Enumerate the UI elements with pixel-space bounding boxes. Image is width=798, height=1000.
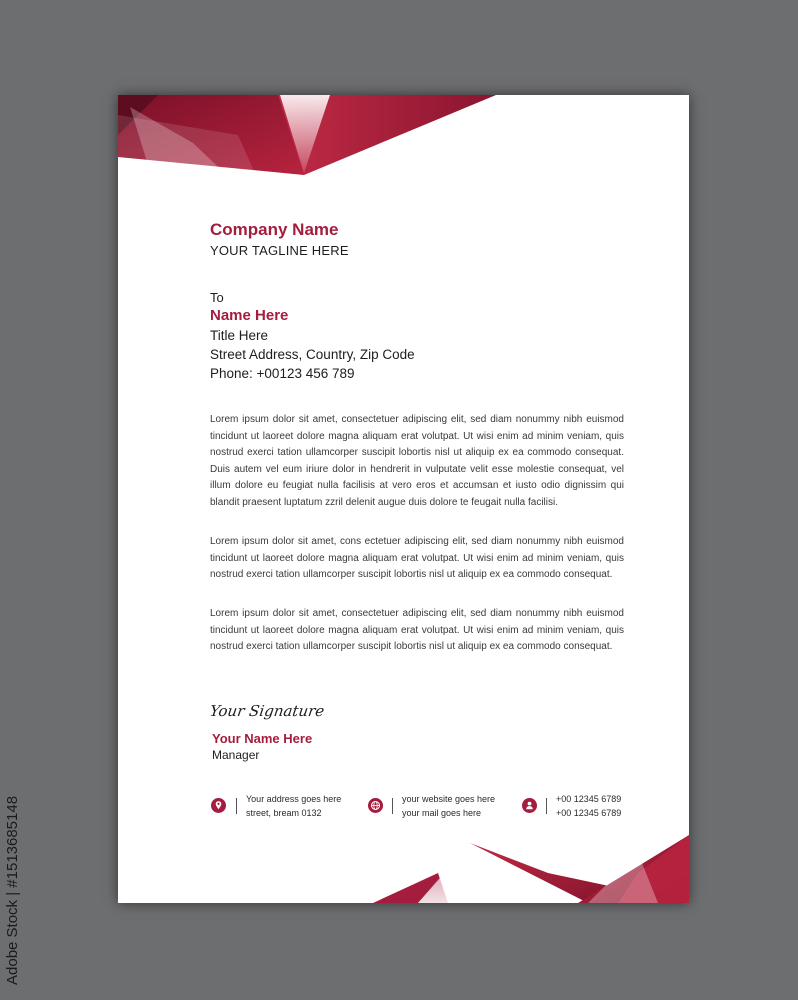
letterhead-page — [118, 95, 689, 903]
company-name: Company Name — [210, 220, 339, 239]
contact-web — [402, 792, 495, 820]
email-line: your mail goes here — [402, 808, 482, 818]
recipient-address: Street Address, Country, Zip Code — [210, 347, 415, 362]
company-tagline: YOUR TAGLINE HERE — [210, 243, 349, 258]
website-line: your website goes here — [402, 794, 496, 804]
address-line-2: street, bream 0132 — [246, 808, 322, 818]
contact-divider — [236, 798, 237, 814]
body-paragraph: Lorem ipsum dolor sit amet, cons ectetuer adipiscing elit, sed diam nonummy nibh euismod tincidunt ut laoreet dolore magna aliquam erat volutpat. Ut wisi enim ad minim veniam, quis nostrud exerci tation ullamcorper suscipit lobortis nisl ut aliquip ex ea commodo consequat. — [210, 536, 624, 580]
phone-line-2: +00 12345 6789 — [556, 808, 622, 818]
bottom-corner-decoration — [118, 823, 689, 903]
top-corner-decoration — [118, 95, 689, 275]
contact-divider — [546, 798, 547, 814]
recipient-to-label: To — [210, 290, 224, 305]
recipient-title: Title Here — [210, 328, 269, 343]
globe-icon — [368, 798, 383, 813]
contact-divider — [392, 798, 393, 814]
signer-role: Manager — [212, 748, 260, 762]
body-paragraph: Lorem ipsum dolor sit amet, consectetuer adipiscing elit, sed diam nonummy nibh euismod tincidunt ut laoreet dolore magna aliquam erat volutpat. Ut wisi enim ad minim veniam, quis nostrud exerci tation ullamcorper suscipit lobortis nisl ut aliquip ex ea commodo consequat. Duis autem vel eum iriure dolor in hendrerit in vulputate velit esse molestie consequat, vel illum dolore eu feugiat nulla facilisis at vero eros et accumsan et iusto odio dignissim qui blandit praesent luptatum zzril delenit augue duis dolore te feugait nulla facilisi. — [210, 414, 624, 508]
user-icon — [522, 798, 537, 813]
recipient-phone: Phone: +00123 456 789 — [210, 366, 355, 381]
contact-address — [246, 792, 341, 820]
location-pin-icon — [211, 798, 226, 813]
address-line-1: Your address goes here — [246, 794, 342, 804]
phone-line-1: +00 12345 6789 — [556, 794, 622, 804]
body-paragraph: Lorem ipsum dolor sit amet, consectetuer adipiscing elit, sed diam nonummy nibh euismod tincidunt ut laoreet dolore magna aliquam erat volutpat. Ut wisi enim ad minim veniam, quis nostrud exerci tation ullamcorper suscipit lobortis nisl ut aliquip ex ea commodo consequat. — [210, 608, 624, 652]
recipient-name: Name Here — [210, 307, 289, 324]
signer-name: Your Name Here — [212, 731, 313, 746]
stock-id: Adobe Stock | #1513685148 — [4, 795, 21, 985]
signature-script: Your Signature — [208, 702, 326, 720]
contact-phone — [556, 792, 621, 820]
